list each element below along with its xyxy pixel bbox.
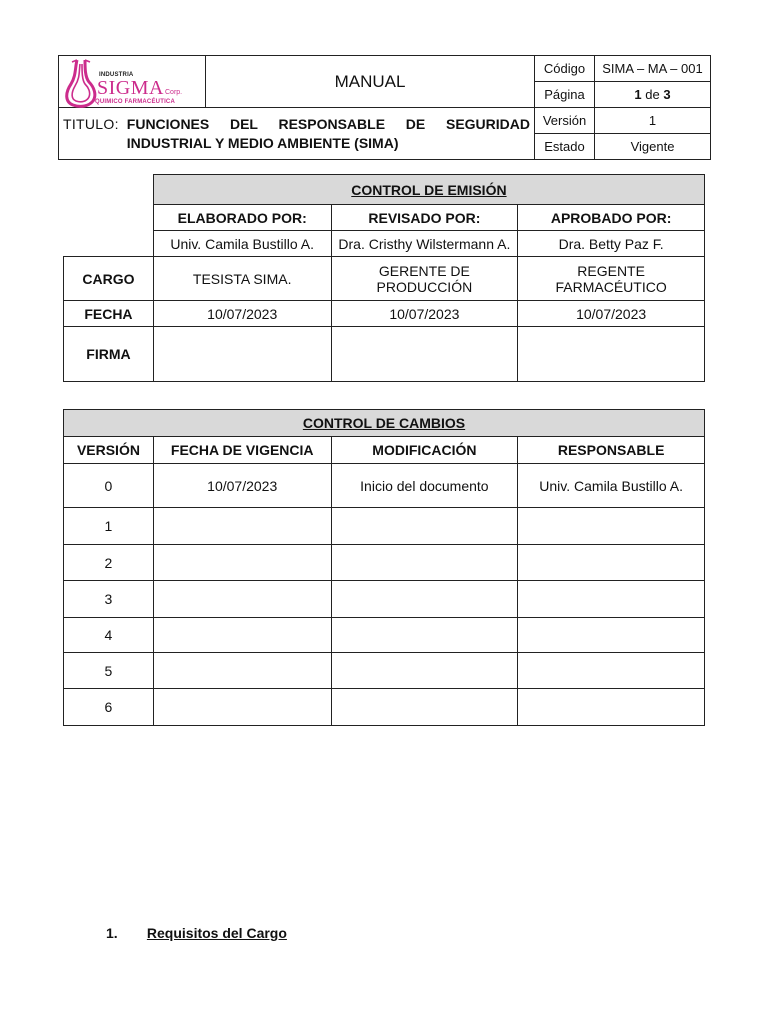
emision-cargo-revisado-text: GERENTE DE PRODUCCIÓN: [376, 262, 473, 295]
estado-label: Estado: [535, 134, 595, 160]
section-number: 1.: [106, 925, 118, 941]
cambios-header-modificacion: MODIFICACIÓN: [331, 437, 518, 464]
cambios-cell-version: 0: [64, 464, 154, 508]
emision-name-elaborado: Univ. Camila Bustillo A.: [153, 231, 331, 257]
cambios-cell-responsable: [518, 618, 705, 653]
document-title-cell: [59, 108, 535, 160]
pagina-de: de: [645, 87, 660, 102]
cambios-cell-version: 3: [64, 581, 154, 618]
company-logo: [59, 56, 206, 108]
cambios-cell-modificacion: Inicio del documento: [331, 464, 518, 508]
table-row: [64, 508, 705, 545]
emision-firma-label: FIRMA: [64, 327, 154, 382]
cambios-cell-version: 6: [64, 689, 154, 726]
logo-sigma-text: SIGMA: [97, 77, 164, 99]
emision-cargo-label: CARGO: [64, 257, 154, 301]
cambios-cell-fecha: [153, 545, 331, 581]
emision-name-aprobado: Dra. Betty Paz F.: [518, 231, 705, 257]
codigo-label: Código: [535, 56, 595, 82]
emision-fecha-label: FECHA: [64, 301, 154, 327]
emision-firma-elaborado: [153, 327, 331, 382]
cambios-header-version: VERSIÓN: [64, 437, 154, 464]
cambios-cell-fecha: [153, 618, 331, 653]
cambios-cell-modificacion: [331, 508, 518, 545]
section-title: Requisitos del Cargo: [146, 925, 287, 941]
cambios-cell-responsable: [518, 581, 705, 618]
table-row: [64, 545, 705, 581]
codigo-value: SIMA – MA – 001: [595, 56, 711, 82]
cambios-header-fecha: FECHA DE VIGENCIA: [153, 437, 331, 464]
flask-logo-icon: [63, 58, 99, 108]
emision-firma-revisado: [331, 327, 518, 382]
cambios-cell-version: 1: [64, 508, 154, 545]
pagina-current: 1: [634, 87, 642, 102]
cambios-cell-responsable: [518, 689, 705, 726]
document-title: FUNCIONES DEL RESPONSABLE DE SEGURIDAD INDUSTRIAL Y MEDIO AMBIENTE (SIMA): [126, 115, 530, 151]
table-row: [64, 653, 705, 689]
emision-cargo-revisado: [331, 257, 518, 301]
cambios-title: CONTROL DE CAMBIOS: [64, 410, 705, 437]
emision-header-elaborado: ELABORADO POR:: [153, 205, 331, 231]
emision-fecha-elaborado: 10/07/2023: [153, 301, 331, 327]
logo-corp-text: Corp.: [165, 89, 183, 96]
emision-header-revisado: REVISADO POR:: [331, 205, 518, 231]
version-label: Versión: [535, 108, 595, 134]
control-emision-table: [63, 174, 705, 382]
cambios-cell-version: 5: [64, 653, 154, 689]
cambios-header-responsable: RESPONSABLE: [518, 437, 705, 464]
cambios-cell-modificacion: [331, 653, 518, 689]
logo-quimico-text: QUIMICO FARMACÉUTICA: [95, 99, 175, 105]
emision-cargo-aprobado: [518, 257, 705, 301]
emision-title: CONTROL DE EMISIÓN: [153, 175, 704, 205]
pagina-total: 3: [663, 87, 671, 102]
pagina-value: [595, 82, 711, 108]
emision-cargo-aprobado-text: REGENTE FARMACÉUTICO: [555, 262, 667, 295]
cambios-cell-fecha: [153, 689, 331, 726]
table-row: [64, 618, 705, 653]
emision-header-aprobado: APROBADO POR:: [518, 205, 705, 231]
cambios-cell-responsable: [518, 653, 705, 689]
cambios-cell-modificacion: [331, 618, 518, 653]
document-header: [58, 55, 711, 160]
version-value: 1: [595, 108, 711, 134]
emision-firma-aprobado: [518, 327, 705, 382]
titulo-label: TITULO:: [63, 115, 119, 132]
table-row: [64, 689, 705, 726]
pagina-label: Página: [535, 82, 595, 108]
section-heading: [106, 925, 287, 941]
cambios-cell-version: 4: [64, 618, 154, 653]
emision-cargo-elaborado: TESISTA SIMA.: [153, 257, 331, 301]
table-row: [64, 581, 705, 618]
cambios-cell-fecha: 10/07/2023: [153, 464, 331, 508]
emision-fecha-aprobado: 10/07/2023: [518, 301, 705, 327]
cambios-cell-version: 2: [64, 545, 154, 581]
cambios-cell-modificacion: [331, 545, 518, 581]
doc-type: MANUAL: [206, 56, 535, 108]
cambios-cell-responsable: [518, 508, 705, 545]
emision-fecha-revisado: 10/07/2023: [331, 301, 518, 327]
cambios-cell-modificacion: [331, 581, 518, 618]
cambios-cell-fecha: [153, 508, 331, 545]
table-row: [64, 464, 705, 508]
cambios-cell-responsable: [518, 545, 705, 581]
cambios-cell-modificacion: [331, 689, 518, 726]
estado-value: Vigente: [595, 134, 711, 160]
cambios-cell-fecha: [153, 581, 331, 618]
logo-industria-text: INDUSTRIA: [99, 72, 134, 78]
emision-name-revisado: Dra. Cristhy Wilstermann A.: [331, 231, 518, 257]
cambios-cell-responsable: Univ. Camila Bustillo A.: [518, 464, 705, 508]
control-cambios-table: [63, 409, 705, 726]
cambios-cell-fecha: [153, 653, 331, 689]
